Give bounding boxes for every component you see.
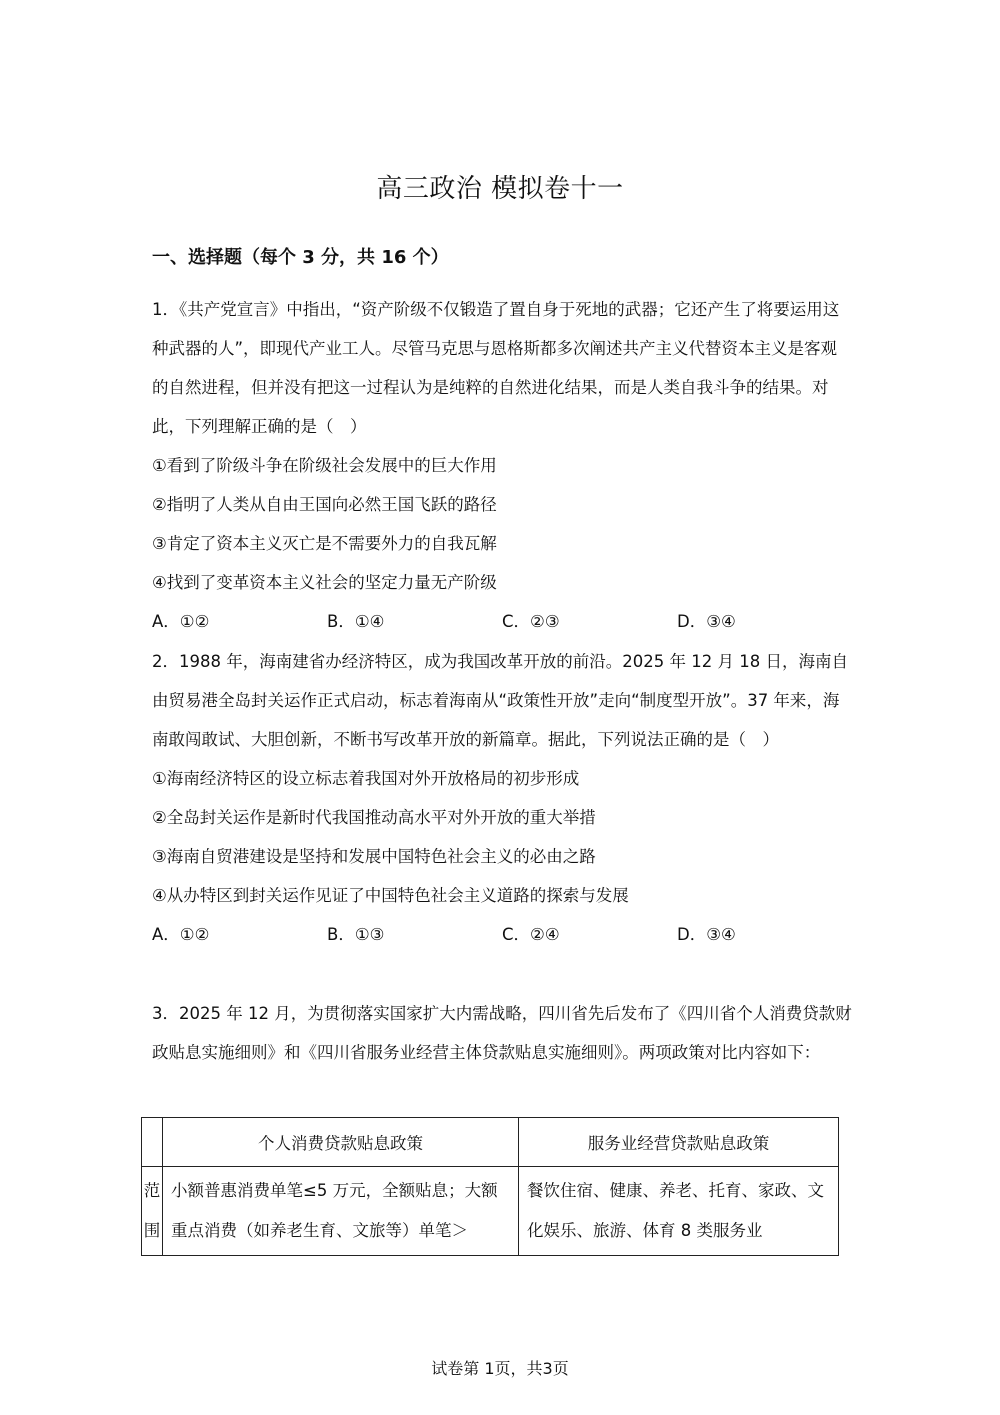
- statement: ③海南自贸港建设是坚持和发展中国特色社会主义的必由之路: [152, 847, 596, 866]
- option-a: A．①②: [152, 925, 210, 944]
- answer-options: [152, 915, 852, 954]
- table-header-row: [142, 1118, 839, 1167]
- option-b: B．①③: [327, 925, 385, 944]
- question-stem: 1．《共产党宣言》中指出，“资产阶级不仅锻造了置自身于死地的武器；它还产生了将要运用这种武器的人”，即现代产业工人。尽管马克思与恩格斯都多次阐述共产主义代替资本主义是客观的自然进程，但并没有把这一过程认为是纯粹的自然进化结果，而是人类自我斗争的结果。对此，下列理解正确的是（ ）: [152, 300, 840, 436]
- answer-options: [152, 602, 852, 641]
- policy-comparison-table: [141, 1117, 839, 1256]
- question-3: [152, 994, 852, 1072]
- table-row: [142, 1167, 839, 1256]
- section-heading: 一、选择题（每个 3 分，共 16 个）: [152, 247, 449, 268]
- statement: ②指明了人类从自由王国向必然王国飞跃的路径: [152, 495, 497, 514]
- question-stem: 3．2025 年 12 月，为贯彻落实国家扩大内需战略，四川省先后发布了《四川省个人消费贷款财政贴息实施细则》和《四川省服务业经营主体贷款贴息实施细则》。两项政策对比内容如下：: [152, 1004, 852, 1062]
- statement: ②全岛封关运作是新时代我国推动高水平对外开放的重大举措: [152, 808, 596, 827]
- option-c: C．②④: [502, 925, 560, 944]
- statement: ④从办特区到封关运作见证了中国特色社会主义道路的探索与发展: [152, 886, 629, 905]
- table-header-empty: [142, 1118, 163, 1167]
- option-b: B．①④: [327, 612, 385, 631]
- table-header-service: 服务业经营贷款贴息政策: [519, 1118, 839, 1167]
- statement: ④找到了变革资本主义社会的坚定力量无产阶级: [152, 573, 497, 592]
- question-1: [152, 290, 852, 641]
- option-a: A．①②: [152, 612, 210, 631]
- statement: ①看到了阶级斗争在阶级社会发展中的巨大作用: [152, 456, 497, 475]
- page-footer: 试卷第 1页，共3页: [431, 1359, 569, 1378]
- table-cell: 小额普惠消费单笔≤5 万元，全额贴息；大额重点消费（如养老生育、文旅等）单笔＞: [163, 1167, 519, 1256]
- page-title: 高三政治 模拟卷十一: [376, 174, 624, 204]
- option-d: D．③④: [677, 612, 736, 631]
- statement: ③肯定了资本主义灭亡是不需要外力的自我瓦解: [152, 534, 497, 553]
- table-cell: 餐饮住宿、健康、养老、托育、家政、文化娱乐、旅游、体育 8 类服务业: [519, 1167, 839, 1256]
- option-d: D．③④: [677, 925, 736, 944]
- question-2: [152, 642, 852, 954]
- option-c: C．②③: [502, 612, 560, 631]
- statement: ①海南经济特区的设立标志着我国对外开放格局的初步形成: [152, 769, 580, 788]
- row-label-scope: 范围: [142, 1167, 163, 1256]
- question-stem: 2．1988 年，海南建省办经济特区，成为我国改革开放的前沿。2025 年 12 月 18 日，海南自由贸易港全岛封关运作正式启动，标志着海南从“政策性开放”走向“制度型开放”。37 年来，海南敢闯敢试、大胆创新，不断书写改革开放的新篇章。据此，下列说法正确的是（ ）: [152, 652, 848, 749]
- table-header-consumer: 个人消费贷款贴息政策: [163, 1118, 519, 1167]
